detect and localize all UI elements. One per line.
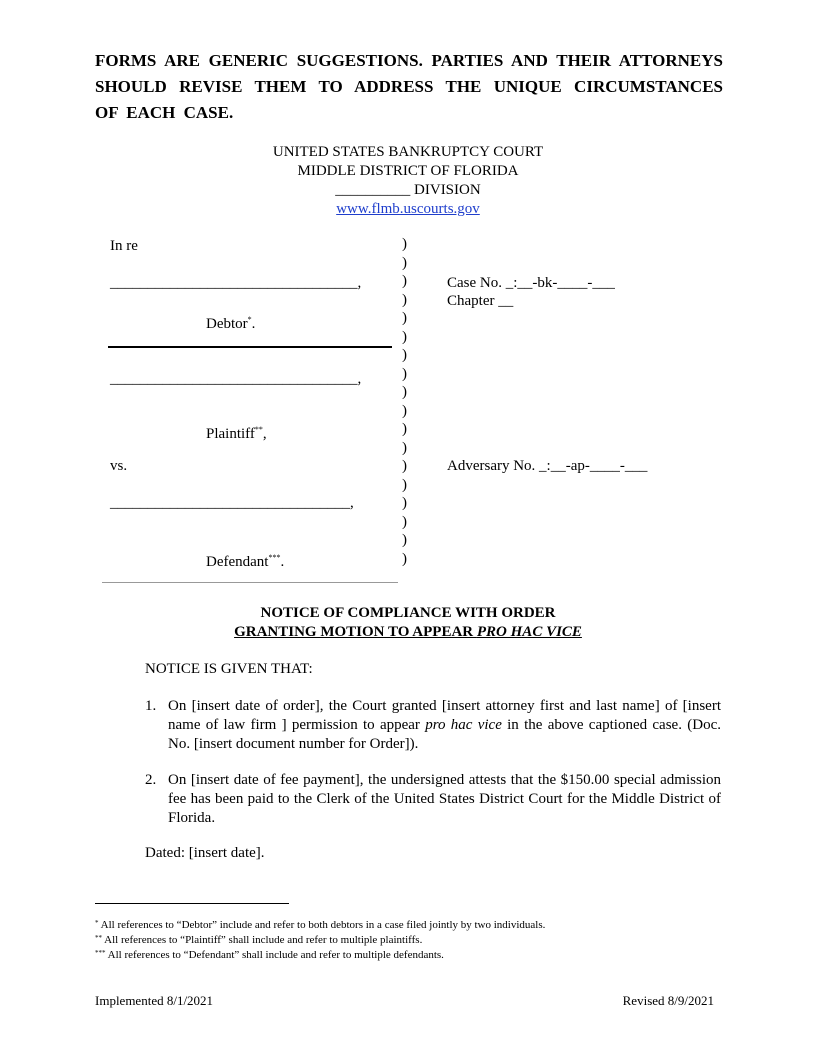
- paren: ): [402, 476, 407, 493]
- court-website-link[interactable]: www.flmb.uscourts.gov: [336, 201, 480, 217]
- footer-revised-date: Revised 8/9/2021: [622, 993, 714, 1008]
- paren: ): [402, 495, 407, 511]
- paren: ): [402, 310, 407, 326]
- paren: ): [402, 421, 407, 437]
- paren: ): [402, 236, 407, 252]
- court-district: MIDDLE DISTRICT OF FLORIDA: [297, 163, 519, 179]
- paren: ): [402, 550, 407, 567]
- item-number: 1.: [145, 698, 157, 714]
- caption-paren-column: [402, 235, 407, 568]
- paren: ): [402, 513, 407, 530]
- paren: ): [402, 532, 407, 548]
- division-label: DIVISION: [414, 182, 481, 198]
- debtor-name-blank: _________________________________,: [110, 275, 362, 291]
- court-division: [200, 181, 616, 200]
- title-line-2: GRANTING MOTION TO APPEAR PRO HAC VICE: [234, 624, 582, 640]
- paren: ): [402, 291, 407, 308]
- footnote-separator: [95, 903, 289, 904]
- dated-line: Dated: [insert date].: [145, 845, 265, 861]
- document-title: [150, 604, 666, 642]
- plaintiff-name-blank: _________________________________,: [110, 371, 362, 387]
- item-text: On [insert date of fee payment], the undersigned attests that the $150.00 special admission fee has been paid to the Clerk of the United States District Court for the Middle District of Florida.: [168, 772, 721, 826]
- plaintiff-label: Plaintiff**,: [206, 425, 267, 442]
- paren: ): [402, 439, 407, 456]
- defendant-name-blank: ________________________________,: [110, 495, 354, 511]
- debtor-label: Debtor*.: [206, 315, 256, 332]
- item-number: 2.: [145, 772, 157, 788]
- court-header: [200, 143, 616, 219]
- footnote-3: *** All references to “Defendant” shall include and refer to multiple defendants.: [95, 949, 444, 961]
- paren: ): [402, 347, 407, 363]
- footnote-2: ** All references to “Plaintiff” shall include and refer to multiple plaintiffs.: [95, 934, 423, 946]
- adversary-number: Adversary No. _:__-ap-____-___: [447, 458, 648, 474]
- footnote-1: * All references to “Debtor” include and refer to both debtors in a case filed jointly by two individuals.: [95, 919, 546, 931]
- notice-intro: NOTICE IS GIVEN THAT:: [145, 661, 313, 677]
- item-text: On [insert date of order], the Court granted [insert attorney first and last name] of [insert name of law firm ] permission to appear pro hac vice in the above captioned case. (Doc. No. [insert document number for Order]).: [168, 698, 721, 752]
- notice-item-1: [145, 697, 721, 754]
- paren: ): [402, 365, 407, 382]
- paren: ): [402, 273, 407, 289]
- paren: ): [402, 458, 407, 474]
- court-name: UNITED STATES BANKRUPTCY COURT: [272, 144, 544, 160]
- caption-divider: [108, 346, 392, 348]
- title-line-1: NOTICE OF COMPLIANCE WITH ORDER: [260, 605, 556, 621]
- division-blank: __________: [335, 182, 411, 198]
- paren: ): [402, 384, 407, 400]
- paren: ): [402, 254, 407, 271]
- defendant-label: Defendant***.: [206, 553, 285, 570]
- vs-label: vs.: [110, 458, 128, 474]
- paren: ): [402, 328, 407, 345]
- caption-bottom-rule: [102, 582, 398, 583]
- in-re-label: In re: [110, 238, 138, 254]
- chapter-number: Chapter __: [447, 293, 514, 309]
- footer-implemented-date: Implemented 8/1/2021: [95, 993, 214, 1008]
- notice-item-2: [145, 771, 721, 828]
- case-number: Case No. _:__-bk-____-___: [447, 275, 615, 291]
- paren: ): [402, 402, 407, 419]
- disclaimer-heading: FORMS ARE GENERIC SUGGESTIONS. PARTIES AND THEIR ATTORNEYS SHOULD REVISE THEM TO ADDRESS THE UNIQUE CIRCUMSTANCES OF EACH CASE.: [95, 51, 723, 122]
